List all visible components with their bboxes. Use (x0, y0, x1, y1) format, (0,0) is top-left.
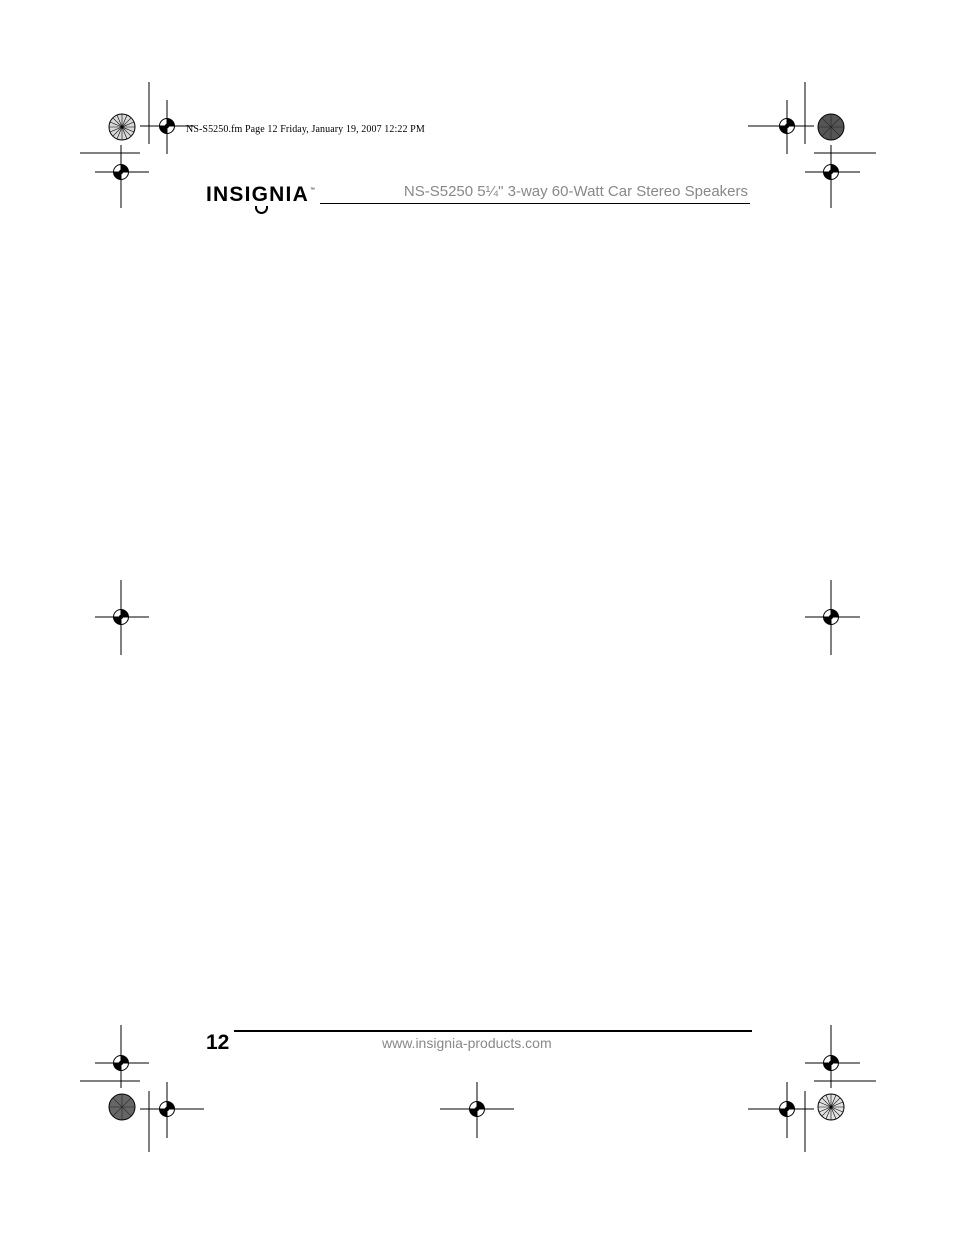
page-number: 12 (206, 1031, 230, 1054)
star-target-top-left (109, 114, 135, 140)
star-target-top-right (818, 114, 844, 140)
document-title: NS-S5250 5¼" 3-way 60-Watt Car Stereo Speakers (403, 183, 748, 200)
website-url: www.insignia-products.com (382, 1035, 552, 1051)
crop-mark-middle-left (95, 580, 149, 655)
crop-mark-bottom-left (80, 1025, 204, 1152)
crop-mark-bottom-center (440, 1082, 514, 1138)
slug-line: NS-S5250.fm Page 12 Friday, January 19, 2007 12:22 PM (186, 124, 425, 135)
star-target-bottom-right (818, 1094, 844, 1120)
star-target-bottom-left (109, 1094, 135, 1120)
crop-mark-bottom-right (748, 1025, 876, 1152)
trademark-symbol: ™ (309, 187, 315, 193)
crop-mark-top-left (80, 82, 194, 208)
crop-mark-top-right (748, 82, 876, 208)
crop-mark-middle-right (805, 580, 860, 655)
brand-name: INSIGNIA (206, 183, 309, 206)
